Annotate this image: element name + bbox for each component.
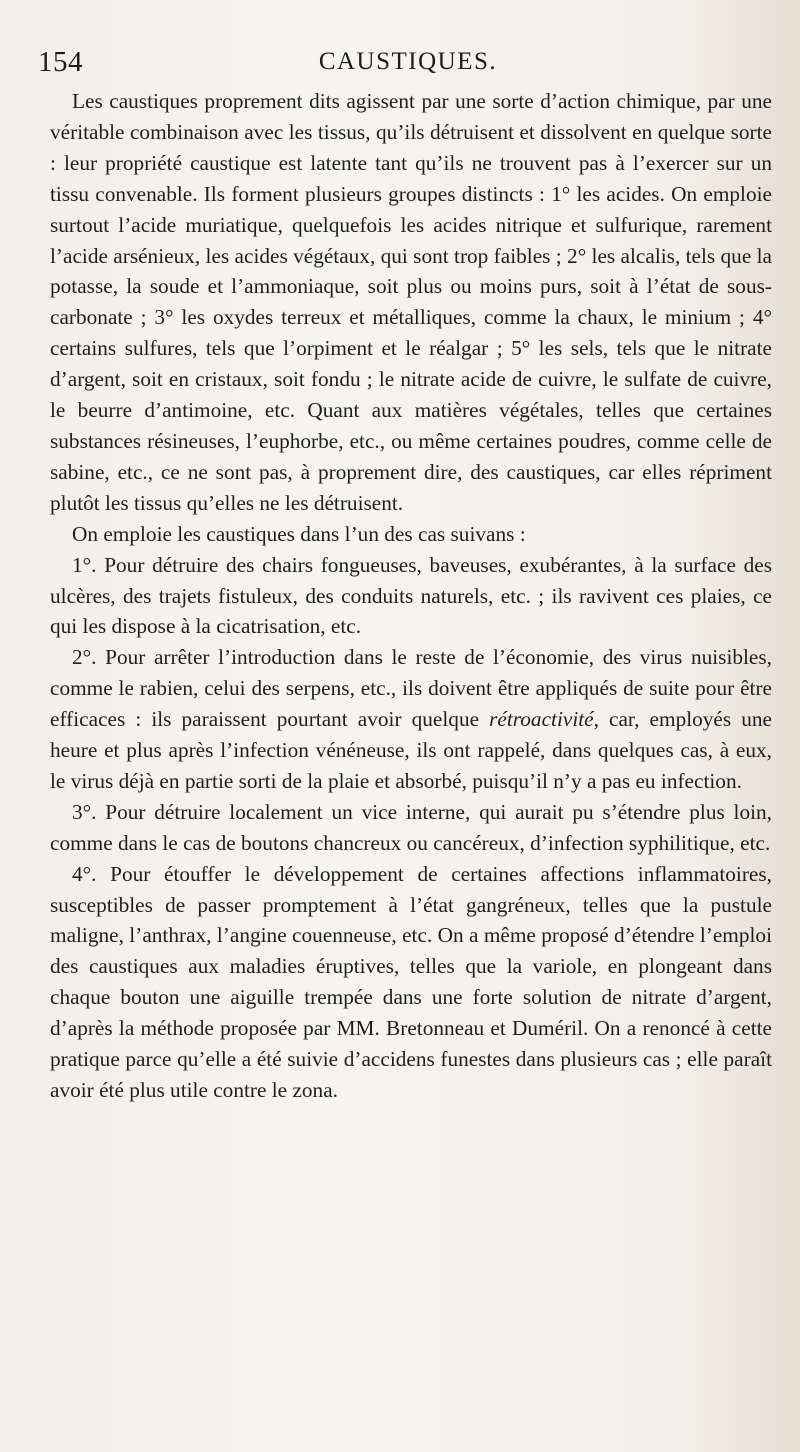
italic-term: rétroactivité xyxy=(489,707,594,732)
paragraph-intro: Les caustiques proprement dits agissent par une sorte d’action chimique, par une véritable combinaison avec les tissus, qu’ils détruisent et dissolvent en quelque sorte : leur propriété caustique est latente tant qu’ils ne trouvent pas à l’exercer sur un tissu convenable. Ils forment plusieurs groupes distincts : 1° les acides. On emploie surtout l’acide muriatique, quelquefois les acides nitrique et sulfurique, rarement l’acide arsénieux, les acides végétaux, qui sont trop faibles ; 2° les alcalis, tels que la potasse, la soude et l’ammoniaque, soit plus ou moins purs, soit à l’état de sous-carbonate ; 3° les oxydes terreux et métalliques, comme la chaux, le minium ; 4° certains sulfures, tels que l’orpiment et le réalgar ; 5° les sels, tels que le nitrate d’argent, soit en cristaux, soit fondu ; le nitrate acide de cuivre, le sulfate de cuivre, le beurre d’antimoine, etc. Quant aux matières végétales, telles que certaines substances résineuses, l’euphorbe, etc., ou même certaines poudres, comme celle de sabine, etc., ce ne sont pas, à proprement dire, des caustiques, car elles répriment plutôt les tissus qu’elles ne les détruisent. xyxy=(50,89,772,515)
paragraph-use-1: 1°. Pour détruire des chairs fongueuses, baveuses, exubérantes, à la surface des ulcères, des trajets fistuleux, des conduits naturels, etc. ; ils ravivent ces plaies, ce qui les dispose à la cicatrisation, etc. xyxy=(50,552,772,639)
paragraph-use-2-part-2: , car, employés une heure et plus après l’infection vénéneuse, ils ont rappelé, dans quelques cas, à eux, le virus déjà en partie sorti de la plaie et absorbé, puisqu’il n’y a pas eu infection. xyxy=(50,707,772,793)
paragraph-use-4: 4°. Pour étouffer le développement de certaines affections inflammatoires, susceptibles de passer promptement à l’état gangréneux, telles que la pustule maligne, l’anthrax, l’angine couenneuse, etc. On a même proposé d’étendre l’emploi des caustiques aux maladies éruptives, telles que la variole, en plongeant dans chaque bouton une aiguille trempée dans une forte solution de nitrate d’argent, d’après la méthode proposée par MM. Bretonneau et Duméril. On a renoncé à cette pratique parce qu’elle a été suivie d’accidens funestes dans plusieurs cas ; elle paraît avoir été plus utile contre le zona. xyxy=(50,861,772,1102)
paragraph-use-2 xyxy=(50,642,772,797)
paragraph-uses-intro: On emploie les caustiques dans l’un des cas suivans : xyxy=(72,521,526,546)
page-number: 154 xyxy=(38,46,83,78)
running-head xyxy=(38,42,778,82)
paragraph-use-2-part-1: 2°. Pour arrêter l’introduction dans le reste de l’économie, des virus nuisibles, comme le rabien, celui des serpens, etc., ils doivent être appliqués de suite pour être efficaces : ils paraissent pourtant avoir quelque xyxy=(50,645,772,732)
running-title: CAUSTIQUES. xyxy=(318,48,498,75)
paragraph-use-3: 3°. Pour détruire localement un vice interne, qui aurait pu s’étendre plus loin, comme dans le cas de boutons chancreux ou cancéreux, d’infection syphilitique, etc. xyxy=(50,799,772,855)
body-text xyxy=(50,86,772,1106)
